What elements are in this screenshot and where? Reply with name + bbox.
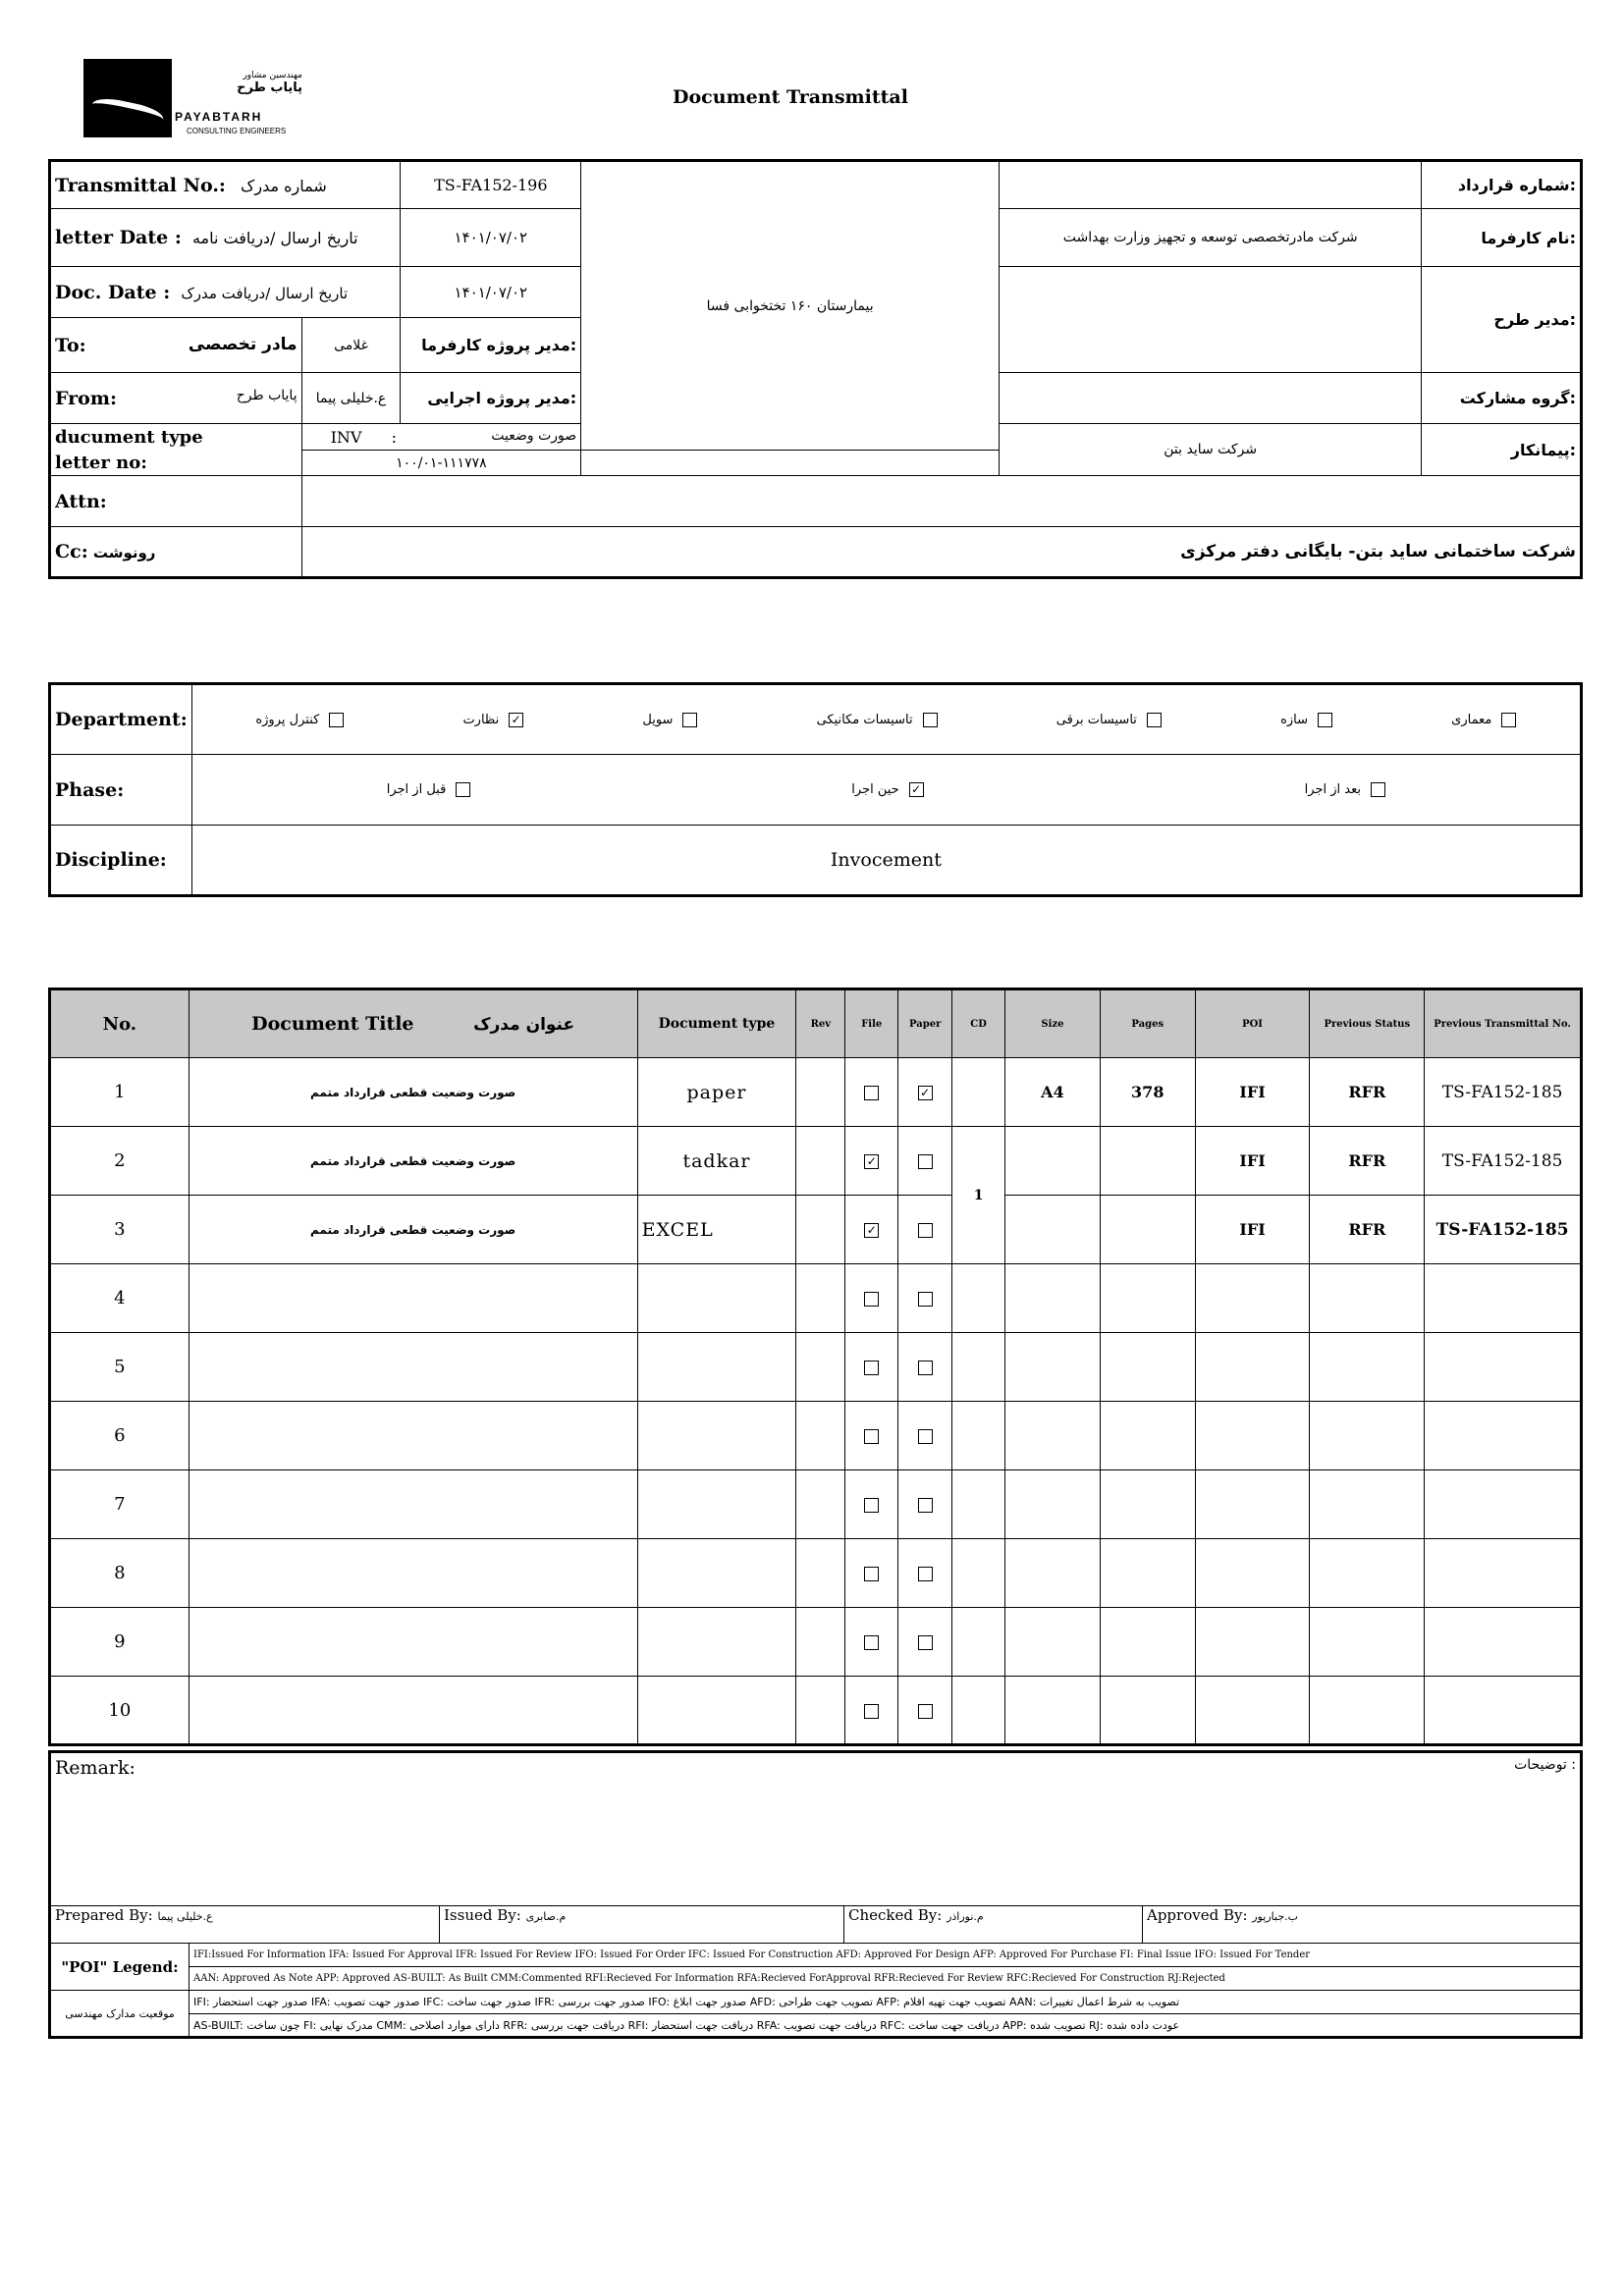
file-checkbox[interactable] — [864, 1086, 879, 1100]
col-prev-status: Previous Status — [1310, 989, 1425, 1058]
to-cell — [50, 318, 302, 373]
row-prev-transmittal[interactable] — [1425, 1539, 1582, 1608]
contract-no-label: شماره قرارداد: — [1422, 161, 1582, 209]
file-checkbox[interactable]: ✓ — [864, 1223, 879, 1238]
col-rev: Rev — [796, 989, 845, 1058]
row-pages[interactable] — [1100, 1677, 1195, 1745]
department-checkbox[interactable] — [682, 713, 697, 727]
poi-legend-label: "POI" Legend: — [50, 1944, 189, 1991]
row-prev-status[interactable] — [1310, 1402, 1425, 1470]
doc-date-label-cell — [50, 267, 401, 318]
legend-line-1: IFI:Issued For Information IFA: Issued For Approval IFR: Issued For Review IFO: Issued For Order IFC: Issued For Construction AFD: Approved For Design AFP: Approved For Purchase FI: Final Issue IFO: Issued For Tender — [189, 1944, 1582, 1967]
row-cd[interactable] — [952, 1608, 1005, 1677]
transmittal-no-fa: شماره مدرک — [241, 176, 327, 195]
transmittal-no-label: Transmittal No.: — [55, 174, 226, 196]
row-title[interactable] — [189, 1402, 637, 1470]
row-file-cell — [845, 1058, 898, 1127]
row-size[interactable] — [1005, 1264, 1101, 1333]
row-prev-transmittal[interactable] — [1425, 1470, 1582, 1539]
checked-by-label: Checked By: — [848, 1906, 943, 1924]
phase-option-label: قبل از اجرا — [386, 782, 447, 797]
row-poi[interactable]: IFI — [1195, 1058, 1310, 1127]
table-row — [50, 1470, 1582, 1539]
from-cell — [50, 373, 302, 424]
row-rev[interactable] — [796, 1058, 845, 1127]
row-title[interactable] — [189, 1539, 637, 1608]
col-title — [189, 989, 637, 1058]
attn-label: Attn: — [50, 476, 302, 527]
row-doc-type[interactable] — [637, 1402, 796, 1470]
contractor-value[interactable]: شرکت ساید بتن — [1000, 424, 1422, 476]
cc-cell — [50, 527, 302, 578]
row-prev-status[interactable] — [1310, 1677, 1425, 1745]
approved-by-label: Approved By: — [1147, 1906, 1248, 1924]
row-poi[interactable] — [1195, 1677, 1310, 1745]
row-pages[interactable] — [1100, 1127, 1195, 1196]
phase-option[interactable] — [387, 782, 471, 797]
row-title[interactable] — [189, 1333, 637, 1402]
row-poi[interactable] — [1195, 1608, 1310, 1677]
row-poi[interactable] — [1195, 1539, 1310, 1608]
department-table — [48, 682, 1583, 897]
col-no: No. — [50, 989, 189, 1058]
table-row — [50, 1127, 1582, 1196]
letter-date-fa: تاریخ ارسال /دریافت نامه — [191, 229, 358, 247]
file-checkbox[interactable] — [864, 1498, 879, 1513]
paper-checkbox[interactable] — [918, 1635, 933, 1650]
row-size[interactable] — [1005, 1333, 1101, 1402]
prepared-by-value[interactable]: ع.خلیلی پیما — [157, 1910, 213, 1923]
table-row — [50, 1058, 1582, 1127]
file-checkbox[interactable] — [864, 1361, 879, 1375]
row-paper-cell — [898, 1677, 952, 1745]
department-label: Department: — [50, 684, 192, 755]
row-size[interactable] — [1005, 1127, 1101, 1196]
contract-no-value[interactable] — [1000, 161, 1422, 209]
row-file-cell — [845, 1402, 898, 1470]
page-title: Document Transmittal — [673, 86, 908, 108]
row-doc-type[interactable]: paper — [637, 1058, 796, 1127]
row-doc-type[interactable] — [637, 1264, 796, 1333]
phase-options — [191, 755, 1581, 826]
letter-date-label: letter Date : — [55, 227, 182, 248]
from-value[interactable]: پایاب طرح — [236, 387, 298, 403]
row-pages[interactable] — [1100, 1196, 1195, 1264]
row-file-cell — [845, 1470, 898, 1539]
row-number: 1 — [50, 1058, 189, 1127]
row-cd-merged[interactable]: 1 — [952, 1127, 1005, 1264]
doc-type-cell — [301, 424, 581, 451]
row-prev-status[interactable]: RFR — [1310, 1127, 1425, 1196]
row-title[interactable]: صورت وضعیت قطعی قرارداد متمم — [189, 1127, 637, 1196]
prepared-by-cell — [50, 1906, 440, 1944]
row-number: 10 — [50, 1677, 189, 1745]
paper-checkbox[interactable] — [918, 1292, 933, 1307]
phase-checkbox[interactable] — [1371, 782, 1385, 797]
row-cd[interactable] — [952, 1470, 1005, 1539]
project-name[interactable]: بیمارستان ۱۶۰ تختخوابی فسا — [581, 161, 1000, 451]
row-poi[interactable]: IFI — [1195, 1196, 1310, 1264]
doc-type-value[interactable]: INV — [330, 427, 362, 447]
attn-value[interactable] — [301, 476, 1581, 527]
department-option[interactable] — [1451, 713, 1516, 727]
table-row — [50, 1677, 1582, 1745]
doc-type-separator: : — [391, 427, 397, 447]
department-option-label: نظارت — [462, 712, 500, 727]
cc-label: Cc: — [55, 541, 88, 562]
row-prev-status[interactable] — [1310, 1264, 1425, 1333]
row-size[interactable] — [1005, 1677, 1101, 1745]
department-option[interactable] — [462, 713, 523, 727]
department-checkbox[interactable] — [329, 713, 344, 727]
row-number: 6 — [50, 1402, 189, 1470]
transmittal-no-value[interactable]: TS-FA152-196 — [401, 161, 581, 209]
row-pages[interactable] — [1100, 1539, 1195, 1608]
row-prev-status[interactable]: RFR — [1310, 1196, 1425, 1264]
col-paper: Paper — [898, 989, 952, 1058]
paper-checkbox[interactable] — [918, 1498, 933, 1513]
row-rev[interactable] — [796, 1402, 845, 1470]
file-checkbox[interactable] — [864, 1635, 879, 1650]
client-pm-label: مدیر پروژه کارفرما: — [401, 318, 581, 373]
doc-type-fa: صورت وضعیت — [491, 427, 577, 444]
logo-text-en: PAYABTARH — [175, 110, 263, 124]
table-row — [50, 1264, 1582, 1333]
row-number: 3 — [50, 1196, 189, 1264]
designer-value[interactable] — [1000, 267, 1422, 373]
row-rev[interactable] — [796, 1608, 845, 1677]
row-prev-transmittal[interactable] — [1425, 1677, 1582, 1745]
table-row — [50, 1608, 1582, 1677]
contractor-label: پیمانکار: — [1422, 424, 1582, 476]
row-title[interactable] — [189, 1608, 637, 1677]
row-cd[interactable] — [952, 1058, 1005, 1127]
department-option-label: سویل — [642, 712, 674, 727]
phase-checkbox[interactable] — [456, 782, 470, 797]
row-size[interactable] — [1005, 1539, 1101, 1608]
row-file-cell — [845, 1333, 898, 1402]
doc-type-label: ducument type — [50, 424, 302, 451]
transmittal-no-label-cell — [50, 161, 401, 209]
paper-checkbox[interactable] — [918, 1361, 933, 1375]
row-pages[interactable] — [1100, 1402, 1195, 1470]
remark-fa: توضیحات : — [1514, 1757, 1576, 1773]
table-row — [50, 1539, 1582, 1608]
file-checkbox[interactable] — [864, 1567, 879, 1581]
logo-text-fa-main: پایاب طرح — [237, 80, 302, 95]
checked-by-cell — [844, 1906, 1143, 1944]
department-option-label: کنترل پروژه — [255, 712, 320, 727]
table-row — [50, 1402, 1582, 1470]
remark-label: Remark: — [55, 1757, 135, 1779]
legend-line-3: IFI: صدور جهت استحضار IFA: صدور جهت تصویب IFC: صدور جهت ساخت IFR: صدور جهت بررسی IFO: صدور جهت ابلاغ AFD: تصویب جهت طراحی AFP: تصویب جهت تهیه اقلام AAN: تصویب به شرط اعمال تغییرات — [189, 1991, 1582, 2014]
department-checkbox[interactable] — [1318, 713, 1332, 727]
exec-pm-value[interactable]: ع.خلیلی پیما — [301, 373, 401, 424]
checked-by-value[interactable]: م.نوراذر — [947, 1910, 984, 1923]
table-row — [50, 1196, 1582, 1264]
department-option[interactable] — [1056, 713, 1162, 727]
department-option[interactable] — [642, 713, 697, 727]
phase-checkbox[interactable]: ✓ — [909, 782, 924, 797]
to-value[interactable]: مادر تخصصی — [188, 334, 298, 354]
paper-checkbox[interactable] — [918, 1223, 933, 1238]
doc-date-fa: تاریخ ارسال /دریافت مدرک — [181, 284, 349, 302]
row-doc-type[interactable]: tadkar — [637, 1127, 796, 1196]
row-number: 5 — [50, 1333, 189, 1402]
row-title[interactable]: صورت وضعیت قطعی قرارداد متمم — [189, 1058, 637, 1127]
row-poi[interactable] — [1195, 1402, 1310, 1470]
paper-checkbox[interactable]: ✓ — [918, 1086, 933, 1100]
partner-label: گروه مشارکت: — [1422, 373, 1582, 424]
row-cd[interactable] — [952, 1333, 1005, 1402]
row-poi[interactable] — [1195, 1264, 1310, 1333]
issued-by-value[interactable]: م.صابری — [525, 1910, 567, 1923]
row-prev-transmittal[interactable] — [1425, 1402, 1582, 1470]
department-checkbox[interactable] — [1147, 713, 1162, 727]
prepared-by-label: Prepared By: — [55, 1906, 153, 1924]
discipline-value[interactable]: Invocement — [191, 826, 1581, 896]
paper-checkbox[interactable] — [918, 1429, 933, 1444]
issued-by-label: Issued By: — [444, 1906, 521, 1924]
row-rev[interactable] — [796, 1470, 845, 1539]
phase-option-label: حین اجرا — [851, 782, 899, 797]
employer-value[interactable]: شرکت مادرتخصصی توسعه و تجهیز وزارت بهداشت — [1000, 209, 1422, 267]
row-pages[interactable] — [1100, 1470, 1195, 1539]
info-table — [48, 159, 1583, 579]
table-row — [50, 1333, 1582, 1402]
row-prev-transmittal[interactable] — [1425, 1333, 1582, 1402]
status-fa-label: موقعیت مدارک مهندسی — [50, 1991, 189, 2038]
col-cd: CD — [952, 989, 1005, 1058]
row-file-cell — [845, 1196, 898, 1264]
row-size[interactable] — [1005, 1470, 1101, 1539]
legend-line-4: AS-BUILT: چون ساخت FI: مدرک نهایی CMM: دارای موارد اصلاحی RFR: دریافت جهت بررسی RFI: دریافت جهت استحضار RFA: دریافت جهت تصویب RFC: دریافت جهت ساخت APP: تصویب شده RJ: عودت داده شده — [189, 2014, 1582, 2038]
row-cd[interactable] — [952, 1402, 1005, 1470]
letter-date-value[interactable]: ۱۴۰۱/۰۷/۰۲ — [401, 209, 581, 267]
project-cell-bottom — [581, 451, 1000, 476]
row-rev[interactable] — [796, 1333, 845, 1402]
partner-value[interactable] — [1000, 373, 1422, 424]
row-poi[interactable] — [1195, 1470, 1310, 1539]
row-prev-transmittal[interactable] — [1425, 1264, 1582, 1333]
logo-subtitle: CONSULTING ENGINEERS — [187, 127, 287, 135]
to-label: To: — [55, 334, 86, 356]
legend-line-2: AAN: Approved As Note APP: Approved AS-BUILT: As Built CMM:Commented RFI:Recieved For Information RFA:Recieved ForApproval RFR:Recieved For Review RFC:Recieved For Construction RJ:Rejected — [189, 1967, 1582, 1991]
row-pages[interactable] — [1100, 1608, 1195, 1677]
row-pages[interactable] — [1100, 1333, 1195, 1402]
row-prev-status[interactable] — [1310, 1608, 1425, 1677]
row-number: 7 — [50, 1470, 189, 1539]
company-logo — [83, 59, 172, 137]
row-doc-type[interactable] — [637, 1677, 796, 1745]
row-size[interactable] — [1005, 1196, 1101, 1264]
department-option-label: سازه — [1280, 712, 1309, 727]
department-option-label: معماری — [1451, 712, 1492, 727]
col-title-fa: عنوان مدرک — [473, 1015, 575, 1035]
doc-date-label: Doc. Date : — [55, 281, 171, 303]
department-option[interactable] — [255, 713, 344, 727]
cc-fa: رونوشت — [92, 544, 156, 561]
footer-table — [48, 1750, 1583, 2039]
row-number: 2 — [50, 1127, 189, 1196]
row-prev-status[interactable]: RFR — [1310, 1058, 1425, 1127]
row-doc-type[interactable] — [637, 1539, 796, 1608]
row-number: 8 — [50, 1539, 189, 1608]
paper-checkbox[interactable] — [918, 1154, 933, 1169]
employer-label: نام کارفرما: — [1422, 209, 1582, 267]
phase-option[interactable] — [851, 782, 923, 797]
row-paper-cell — [898, 1539, 952, 1608]
row-title[interactable] — [189, 1677, 637, 1745]
row-poi[interactable] — [1195, 1333, 1310, 1402]
logo-text-fa-small: مهندسین مشاور — [243, 71, 302, 80]
department-option-label: تاسیسات برقی — [1056, 712, 1137, 727]
logo-text-fa — [175, 71, 302, 95]
file-checkbox[interactable] — [864, 1704, 879, 1719]
department-option-label: تاسیسات مکانیکی — [816, 712, 913, 727]
row-cd[interactable] — [952, 1264, 1005, 1333]
department-option[interactable] — [1280, 713, 1332, 727]
row-rev[interactable] — [796, 1264, 845, 1333]
row-file-cell — [845, 1539, 898, 1608]
row-title[interactable] — [189, 1470, 637, 1539]
row-rev[interactable] — [796, 1196, 845, 1264]
row-number: 4 — [50, 1264, 189, 1333]
phase-label: Phase: — [50, 755, 192, 826]
col-title-en: Document Title — [251, 1013, 414, 1035]
paper-checkbox[interactable] — [918, 1567, 933, 1581]
row-prev-status[interactable] — [1310, 1539, 1425, 1608]
row-prev-status[interactable] — [1310, 1470, 1425, 1539]
phase-option-label: بعد از اجرا — [1304, 782, 1361, 797]
col-file: File — [845, 989, 898, 1058]
row-number: 9 — [50, 1608, 189, 1677]
col-type: Document type — [637, 989, 796, 1058]
row-file-cell — [845, 1677, 898, 1745]
from-label: From: — [55, 387, 117, 409]
row-doc-type[interactable] — [637, 1333, 796, 1402]
row-paper-cell — [898, 1058, 952, 1127]
row-rev[interactable] — [796, 1677, 845, 1745]
row-paper-cell — [898, 1470, 952, 1539]
documents-table — [48, 988, 1583, 1746]
designer-label: مدیر طرح: — [1422, 267, 1582, 373]
row-cd[interactable] — [952, 1539, 1005, 1608]
department-checkbox[interactable] — [1501, 713, 1516, 727]
row-poi[interactable]: IFI — [1195, 1127, 1310, 1196]
approved-by-value[interactable]: ب.جبارپور — [1252, 1910, 1298, 1923]
row-file-cell — [845, 1127, 898, 1196]
department-options — [191, 684, 1581, 755]
row-doc-type[interactable] — [637, 1608, 796, 1677]
row-title[interactable] — [189, 1264, 637, 1333]
department-checkbox[interactable]: ✓ — [509, 713, 523, 727]
row-size[interactable]: A4 — [1005, 1058, 1101, 1127]
row-pages[interactable] — [1100, 1264, 1195, 1333]
phase-option[interactable] — [1305, 782, 1385, 797]
file-checkbox[interactable] — [864, 1429, 879, 1444]
row-prev-transmittal[interactable] — [1425, 1608, 1582, 1677]
doc-date-value[interactable]: ۱۴۰۱/۰۷/۰۲ — [401, 267, 581, 318]
row-prev-status[interactable] — [1310, 1333, 1425, 1402]
row-file-cell — [845, 1608, 898, 1677]
row-cd[interactable] — [952, 1677, 1005, 1745]
row-prev-transmittal[interactable]: TS-FA152-185 — [1425, 1058, 1582, 1127]
row-prev-transmittal[interactable]: TS-FA152-185 — [1425, 1127, 1582, 1196]
paper-checkbox[interactable] — [918, 1704, 933, 1719]
row-prev-transmittal[interactable]: TS-FA152-185 — [1425, 1196, 1582, 1264]
row-paper-cell — [898, 1127, 952, 1196]
issued-by-cell — [440, 1906, 844, 1944]
discipline-label: Discipline: — [50, 826, 192, 896]
department-option[interactable] — [817, 713, 938, 727]
col-poi: POI — [1195, 989, 1310, 1058]
row-paper-cell — [898, 1608, 952, 1677]
row-title[interactable]: صورت وضعیت قطعی قرارداد متمم — [189, 1196, 637, 1264]
row-size[interactable] — [1005, 1608, 1101, 1677]
row-pages[interactable]: 378 — [1100, 1058, 1195, 1127]
col-size: Size — [1005, 989, 1101, 1058]
letter-no-label: letter no: — [50, 451, 302, 476]
row-size[interactable] — [1005, 1402, 1101, 1470]
row-rev[interactable] — [796, 1127, 845, 1196]
row-paper-cell — [898, 1196, 952, 1264]
row-paper-cell — [898, 1402, 952, 1470]
file-checkbox[interactable] — [864, 1292, 879, 1307]
col-pages: Pages — [1100, 989, 1195, 1058]
file-checkbox[interactable]: ✓ — [864, 1154, 879, 1169]
cc-value[interactable]: شرکت ساختمانی ساید بتن- بایگانی دفتر مرکزی — [301, 527, 1581, 578]
exec-pm-label: مدیر پروژه اجرایی: — [401, 373, 581, 424]
row-doc-type[interactable] — [637, 1470, 796, 1539]
col-prev-no: Previous Transmittal No. — [1425, 989, 1582, 1058]
department-checkbox[interactable] — [923, 713, 938, 727]
row-file-cell — [845, 1264, 898, 1333]
client-pm-value[interactable]: غلامی — [301, 318, 401, 373]
row-paper-cell — [898, 1333, 952, 1402]
row-rev[interactable] — [796, 1539, 845, 1608]
letter-no-value[interactable]: ۱۰۰/۰۱-۱۱۱۷۷۸ — [301, 451, 581, 476]
remark-cell — [50, 1752, 1582, 1906]
approved-by-cell — [1143, 1906, 1582, 1944]
row-doc-type[interactable]: EXCEL — [637, 1196, 796, 1264]
letter-date-label-cell — [50, 209, 401, 267]
row-paper-cell — [898, 1264, 952, 1333]
